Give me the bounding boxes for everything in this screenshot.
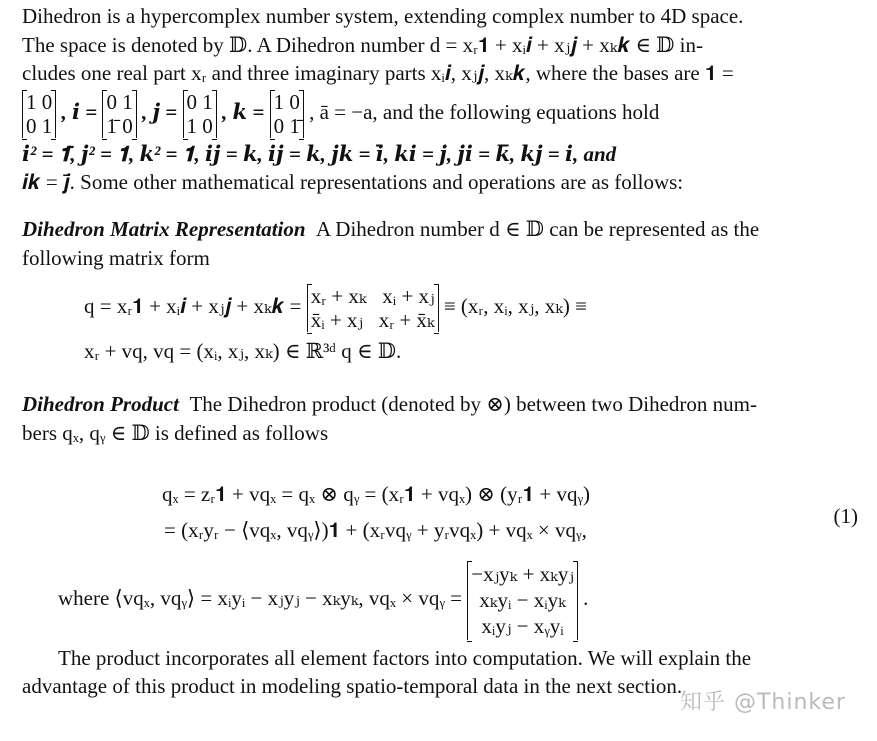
zhihu-watermark: 知乎 @Thinker — [680, 690, 846, 715]
product-equation — [22, 477, 864, 548]
product-equation-line-1: qₓ = zᵣ𝟏 + vqₓ = qₓ ⊗ qᵧ = (xᵣ𝟏 + vqₓ) ⊗ (yᵣ𝟏 + vqᵧ) — [162, 482, 591, 507]
where-end: . — [583, 585, 589, 610]
matrix-k-row-1: 1 0 — [273, 89, 300, 114]
intro-line-6: 𝒊𝒌 = 𝒋̄. Some other mathematical representations and operations are as follows: — [22, 170, 684, 195]
label-j: , 𝒋 = — [141, 99, 178, 124]
cross-row-1: −xⱼyₖ + xₖyⱼ — [471, 561, 574, 586]
matrix-one-row-1: 1 0 — [26, 89, 53, 114]
intro-line-2: The space is denoted by 𝔻. A Dihedron number d = xᵣ𝟏 + xᵢ𝒊 + xⱼ𝒋 + xₖ𝒌 ∈ 𝔻 in- — [22, 32, 703, 57]
section-2-text-2: bers qₓ, qᵧ ∈ 𝔻 is defined as follows — [22, 420, 329, 445]
matrix-k-row-2: 0 1̄ — [273, 113, 300, 138]
representation-row-1: xᵣ + xₖ xᵢ + xⱼ — [310, 284, 435, 309]
equation-line-2: xᵣ + vq, vq = (xᵢ, xⱼ, xₖ) ∈ ℝ³ᵈ q ∈ 𝔻. — [84, 339, 402, 364]
intro-paragraph — [22, 2, 864, 197]
equation-rhs: ≡ (xᵣ, xᵢ, xⱼ, xₖ) ≡ — [443, 294, 587, 319]
intro-line-5: 𝒊² = 𝟏̄, 𝒋² = 𝟏, 𝒌² = 𝟏, 𝒊𝒋 = 𝒌, 𝒊𝒋 = 𝒌, 𝒋𝒌 = 𝒊̄, 𝒌𝒊 = 𝒋, 𝒋𝒊 = 𝒌̄, 𝒌𝒋 = 𝒊, and — [22, 141, 617, 166]
where-clause — [58, 561, 864, 640]
section-1-text-1: A Dihedron number d ∈ 𝔻 can be represented as the — [316, 217, 760, 242]
paper-page — [22, 2, 864, 701]
section-2-text-1: The Dihedron product (denoted by ⊗) between two Dihedron num- — [189, 392, 757, 417]
representation-matrix — [307, 284, 439, 332]
intro-line-1: Dihedron is a hypercomplex number system, extending complex number to 4D space. — [22, 4, 744, 28]
matrix-one-row-2: 0 1 — [26, 113, 53, 138]
cross-row-3: xᵢyⱼ − xᵧyᵢ — [481, 614, 564, 639]
equation-lhs: q = xᵣ𝟏 + xᵢ𝒊 + xⱼ𝒋 + xₖ𝒌 = — [84, 294, 302, 319]
product-equation-line-2: = (xᵣyᵣ − ⟨vqₓ, vqᵧ⟩)𝟏 + (xᵣvqᵧ + yᵣvqₓ) + vqₓ × vqᵧ, — [164, 518, 587, 543]
matrix-one — [22, 90, 56, 138]
section-1-text-2: following matrix form — [22, 245, 210, 270]
matrix-representation-equation — [84, 284, 864, 372]
representation-row-2: x̄ᵢ + xⱼ xᵣ + x̄ₖ — [310, 308, 435, 333]
matrix-i-row-2: 1̄ 0 — [106, 113, 133, 138]
matrix-j — [183, 90, 217, 138]
closing-line-1: The product incorporates all element factors into computation. We will explain the — [58, 645, 752, 670]
equation-number: (1) — [833, 504, 858, 529]
cross-row-2: xₖyᵢ − xᵢyₖ — [479, 588, 566, 612]
intro-line-3: cludes one real part xᵣ and three imaginary parts xᵢ𝒊, xⱼ𝒋, xₖ𝒌, where the bases are 𝟏 = — [22, 61, 734, 86]
equation-line-1 — [84, 284, 864, 332]
bases-tail: , ā = −a, and the following equations hold — [309, 99, 660, 124]
section-2-heading: Dihedron Product — [22, 392, 179, 417]
matrix-j-row-2: 1 0 — [186, 113, 213, 138]
section-matrix-representation — [22, 215, 864, 272]
closing-line-2: advantage of this product in modeling spatio-temporal data in the next section. — [22, 674, 683, 699]
section-1-heading: Dihedron Matrix Representation — [22, 217, 306, 242]
matrix-i — [102, 90, 136, 138]
bases-line — [22, 90, 864, 138]
matrix-j-row-1: 0 1 — [186, 89, 213, 114]
cross-product-matrix — [467, 561, 578, 640]
matrix-k — [270, 90, 304, 138]
section-dihedron-product — [22, 390, 864, 447]
matrix-i-row-1: 0 1 — [106, 89, 133, 114]
label-i: , 𝒊 = — [61, 99, 98, 124]
where-left: where ⟨vqₓ, vqᵧ⟩ = xᵢyᵢ − xⱼyⱼ − xₖyₖ, vqₓ × vqᵧ = — [58, 585, 463, 610]
label-k: , 𝒌 = — [222, 99, 265, 124]
